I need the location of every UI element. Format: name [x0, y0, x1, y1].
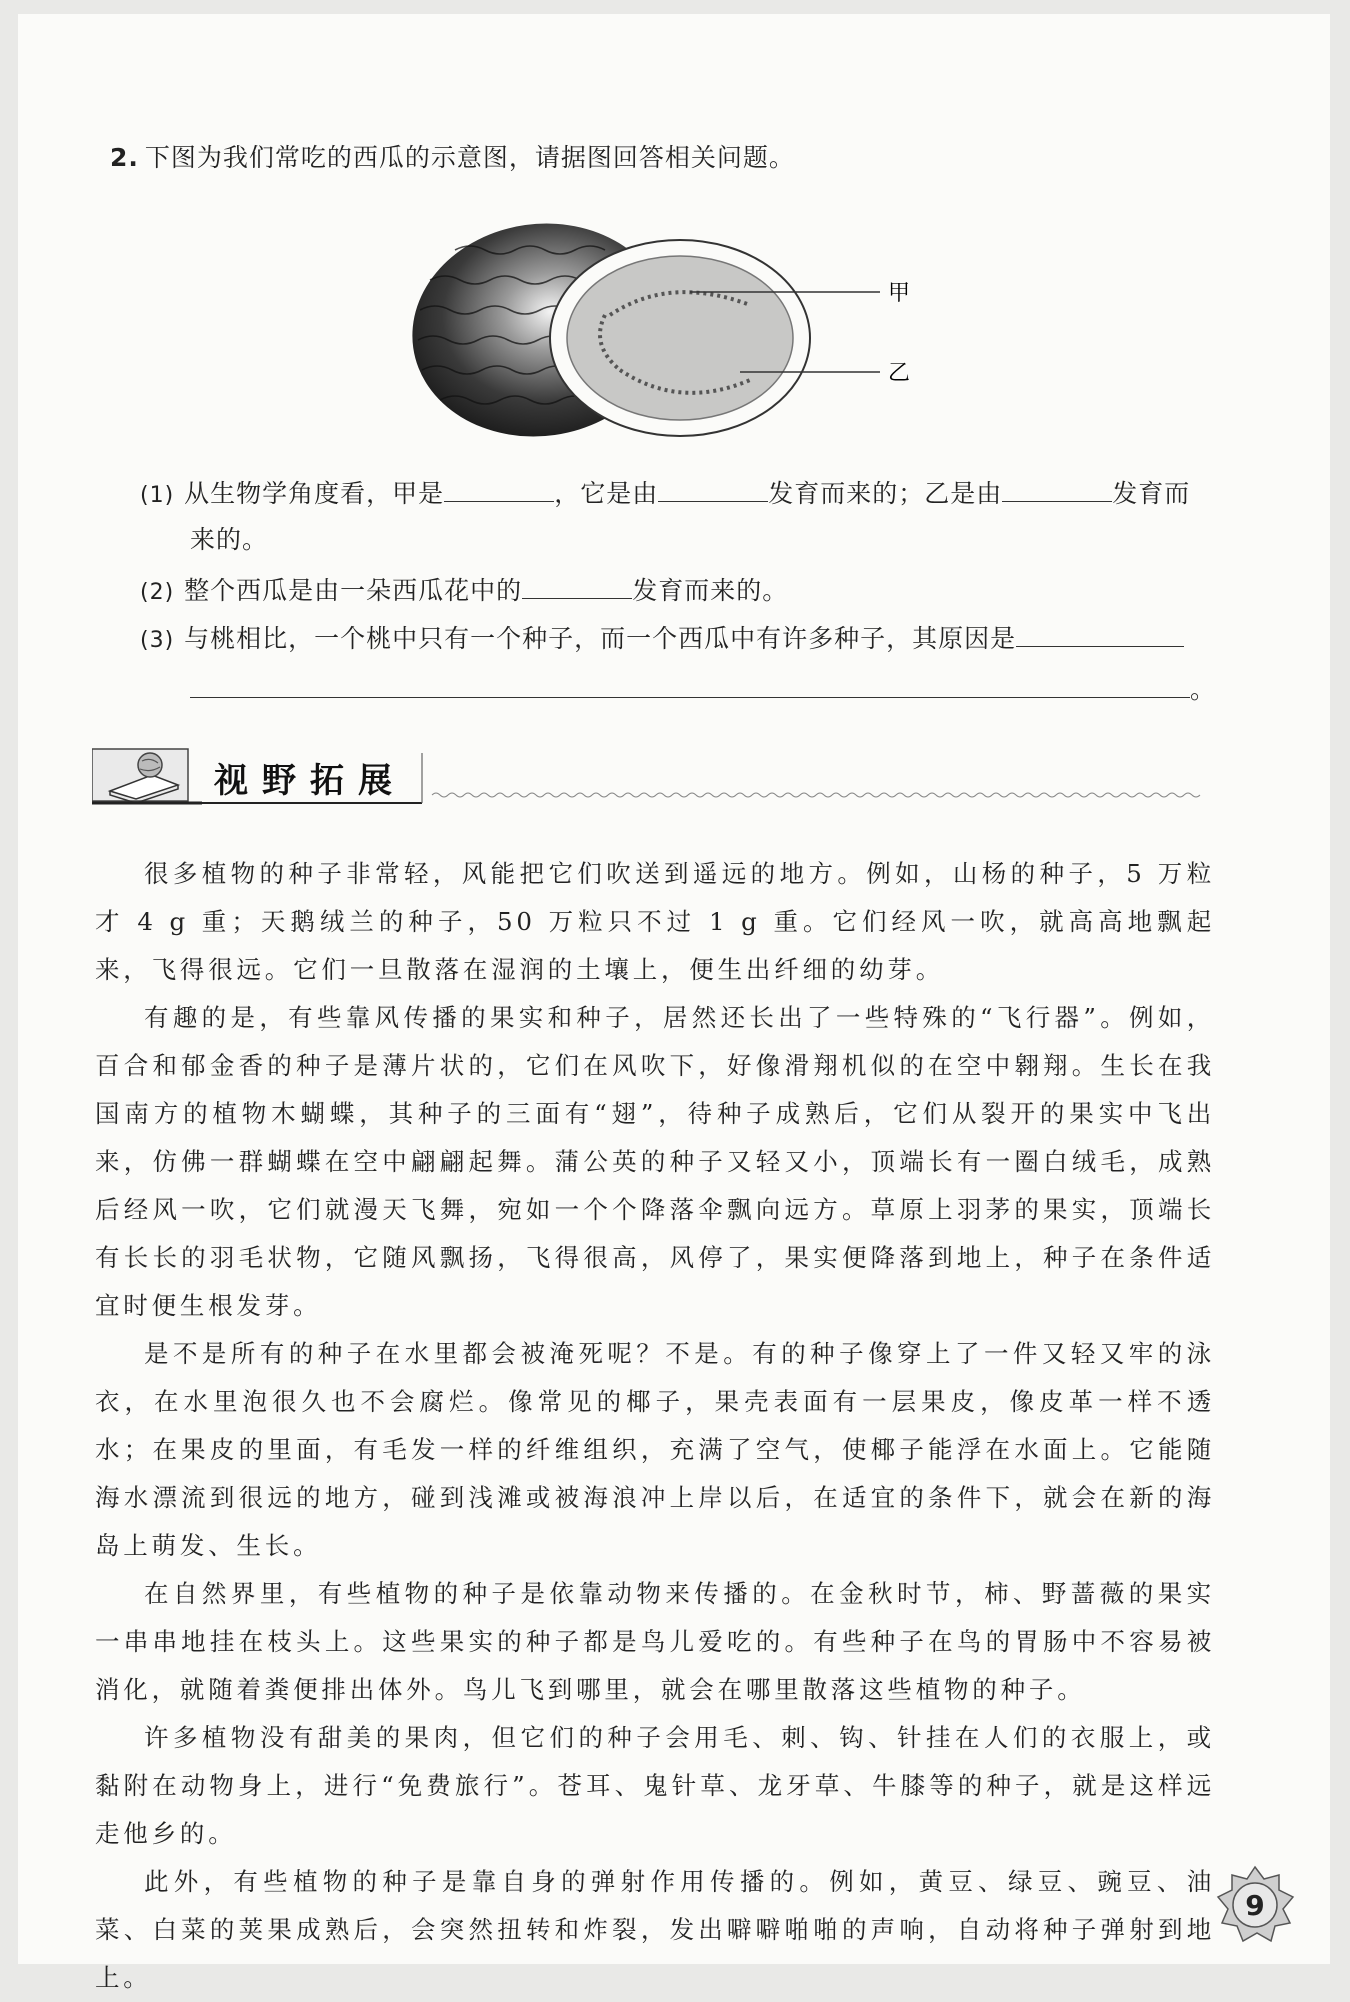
answer-blank[interactable]: [658, 479, 768, 502]
subquestion-3: (3) 与桃相比，一个桃中只有一个种子，而一个西瓜中有许多种子，其原因是: [140, 619, 1184, 655]
section-title: 视野拓展: [214, 761, 406, 801]
answer-blank[interactable]: [522, 576, 632, 599]
watermelon-figure: [410, 220, 950, 440]
question-title: [110, 138, 795, 174]
answer-blank[interactable]: [444, 479, 554, 502]
subquestion-number: (2): [140, 580, 175, 605]
subquestion-2: (2) 整个西瓜是由一朵西瓜花中的 发育而来的。: [140, 576, 789, 605]
subquestion-1-continued: 来的。: [190, 525, 269, 554]
passage-paragraph: 此外，有些植物的种子是靠自身的弹射作用传播的。例如，黄豆、绿豆、豌豆、油菜、白菜的荚果成熟后，会突然扭转和炸裂，发出噼噼啪啪的声响，自动将种子弹射到地上。: [95, 1867, 1215, 1992]
passage-paragraph: 有趣的是，有些靠风传播的果实和种子，居然还长出了一些特殊的“飞行器”。例如，百合和郁金香的种子是薄片状的，它们在风吹下，好像滑翔机似的在空中翱翔。生长在我国南方的植物木蝴蝶，其种子的三面有“翅”，待种子成熟后，它们从裂开的果实中飞出来，仿佛一群蝴蝶在空中翩翩起舞。蒲公英的种子又轻又小，顶端长有一圈白绒毛，成熟后经风一吹，它们就漫天飞舞，宛如一个个降落伞飘向远方。草原上羽茅的果实，顶端长有长长的羽毛状物，它随风飘扬，飞得很高，风停了，果实便降落到地上，种子在条件适宜时便生根发芽。: [95, 1003, 1215, 1320]
subquestion-1: (1) 从生物学角度看，甲是 ，它是由 发育而来的；乙是由 发育而: [140, 479, 1191, 508]
answer-blank[interactable]: [1002, 479, 1112, 502]
passage-paragraph: 很多植物的种子非常轻，风能把它们吹送到遥远的地方。例如，山杨的种子，5 万粒才 4 g 重；天鹅绒兰的种子，50 万粒只不过 1 g 重。它们经风一吹，就高高地飘起来，飞得很远。它们一旦散落在湿润的土壤上，便生出纤细的幼芽。: [95, 859, 1215, 984]
question-text: 下图为我们常吃的西瓜的示意图，请据图回答相关问题。: [144, 143, 795, 172]
page-number-badge: [1215, 1865, 1295, 1945]
passage-paragraph: 在自然界里，有些植物的种子是依靠动物来传播的。在金秋时节，柿、野蔷薇的果实一串串地挂在枝头上。这些果实的种子都是鸟儿爱吃的。有些种子在鸟的胃肠中不容易被消化，就随着粪便排出体外。鸟儿飞到哪里，就会在哪里散落这些植物的种子。: [95, 1579, 1215, 1704]
passage-paragraph: 许多植物没有甜美的果肉，但它们的种子会用毛、刺、钩、针挂在人们的衣服上，或黏附在动物身上，进行“免费旅行”。苍耳、鬼针草、龙牙草、牛膝等的种子，就是这样远走他乡的。: [95, 1723, 1215, 1848]
section-header: [92, 745, 1222, 805]
section-divider: [92, 745, 1222, 805]
label-yi: 乙: [888, 361, 911, 386]
subquestion-number: (1): [140, 483, 175, 508]
question-number: 2.: [110, 143, 139, 172]
answer-blank[interactable]: [1016, 624, 1184, 647]
passage-paragraph: 是不是所有的种子在水里都会被淹死呢？不是。有的种子像穿上了一件又轻又牢的泳衣，在水里泡很久也不会腐烂。像常见的椰子，果壳表面有一层果皮，像皮革一样不透水；在果皮的里面，有毛发一样的纤维组织，充满了空气，使椰子能浮在水面上。它能随海水漂流到很远的地方，碰到浅滩或被海浪冲上岸以后，在适宜的条件下，就会在新的海岛上萌发、生长。: [95, 1339, 1215, 1560]
subquestion-3-continued: 。: [190, 670, 1220, 706]
subquestion-number: (3): [140, 628, 175, 653]
answer-blank[interactable]: [190, 675, 1190, 698]
page-number: 9: [1245, 1889, 1265, 1922]
reading-passage: [95, 850, 1215, 2002]
label-jia: 甲: [888, 281, 911, 306]
